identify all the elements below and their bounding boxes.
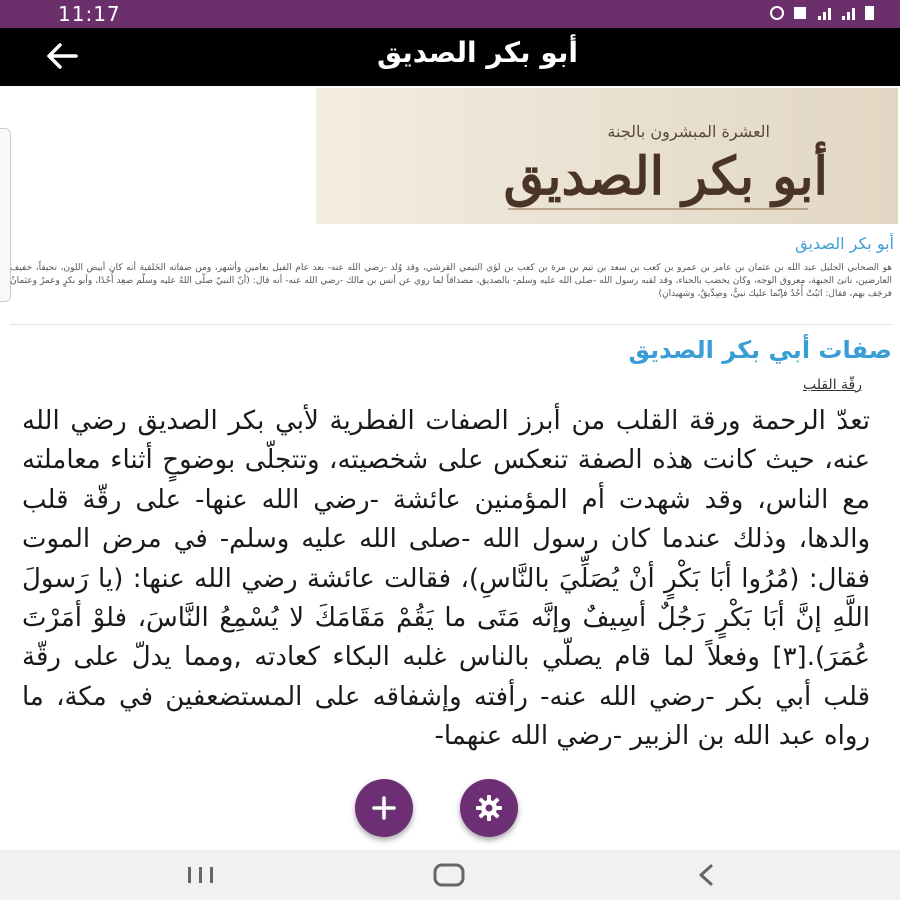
- result-snippet: هو الصحابي الجليل عبد الله بن عثمان بن عامر بن عمرو بن كعب بن سعد بن تيم بن مرة بن كعب بن لؤي التيمي القرشي، وقد وُلد -رضي الله عنه- بعد عام الفيل بعامين وأشهر، ومن صفاته الخَلقية أنه كان أبيض اللون، نحيفاً، خفيف العارضين، ناتئ الجبهة، معروق الوجه، وكان يخضب بالحناء، وقد لقبه رسول الله -صلى الله عليه وسلم- بالصديق، مصداقاً لما روي عن أنس بن مالك -رضي الله عنه- أنه قال: (أنّ النبيّ صلّى اللهُ عليه وسلّم صعِد أُحُدًا، وأبو بكرٍ وعمرُ وعثمانُ فرجَف بهم، فقال: اثبُتْ أُحُدُ فإنّما عليك نبيٌّ، وصِدِّيقٌ، وشهيدانِ): [10, 263, 892, 299]
- result-link[interactable]: أبو بكر الصديق: [795, 234, 894, 253]
- gear-icon: [474, 793, 504, 823]
- home-icon[interactable]: [432, 862, 466, 888]
- section-heading: صفات أبي بكر الصديق: [628, 336, 892, 364]
- article-body: تعدّ الرحمة ورقة القلب من أبرز الصفات الفطرية لأبي بكر الصديق رضي الله عنه، حيث كانت هذه الصفة تنعكس على شخصيته، وتتجلّى بوضوحٍ أثناء معاملته مع الناس، وقد شهدت أم المؤمنين عائشة -رضي الله عنها- على رقّة قلب والدها، وذلك عندما كان رسول الله -صلى الله عليه وسلم- في مرض الموت فقال: (مُرُوا أبَا بَكْرٍ أنْ يُصَلِّيَ بالنَّاسِ)، فقالت عائشة رضي الله عنها: (يا رَسولَ اللَّهِ إنَّ أبَا بَكْرٍ رَجُلٌ أسِيفٌ وإنَّه مَتَى ما يَقُمْ مَقَامَكَ لا يُسْمِعُ النَّاسَ، فلوْ أمَرْتَ عُمَرَ).[٣] وفعلاً لما قام يصلّي بالناس غلبه البكاء كعادته ,ومما يدلّ على رقّة قلب أبي بكر -رضي الله عنه- رأفته وإشفاقه على المستضعفين في مكة، ما رواه عبد الله بن الزبير -رضي الله عنهما-: [22, 406, 870, 752]
- plus-icon: [369, 793, 399, 823]
- divider: [10, 324, 892, 325]
- status-time: 11:17: [58, 2, 121, 26]
- article-banner-image: [316, 88, 898, 224]
- status-bar: [0, 0, 900, 28]
- system-nav-bar: [0, 850, 900, 900]
- page-title: أبو بكر الصديق: [376, 36, 578, 69]
- banner-divider: [508, 208, 808, 210]
- app-bar: [0, 28, 900, 86]
- section-subheading: رقّة القلب: [802, 377, 862, 393]
- settings-button[interactable]: [460, 779, 518, 837]
- banner-title: أبو بكر الصديق: [503, 146, 828, 207]
- recents-icon[interactable]: [184, 864, 218, 886]
- chevron-left-icon[interactable]: [694, 862, 718, 888]
- banner-subtitle: العشرة المبشرون بالجنة: [607, 122, 770, 141]
- status-icons: [768, 4, 878, 26]
- add-button[interactable]: [355, 779, 413, 837]
- status-indicator-icons: [768, 4, 878, 22]
- arrow-left-icon[interactable]: [40, 34, 84, 78]
